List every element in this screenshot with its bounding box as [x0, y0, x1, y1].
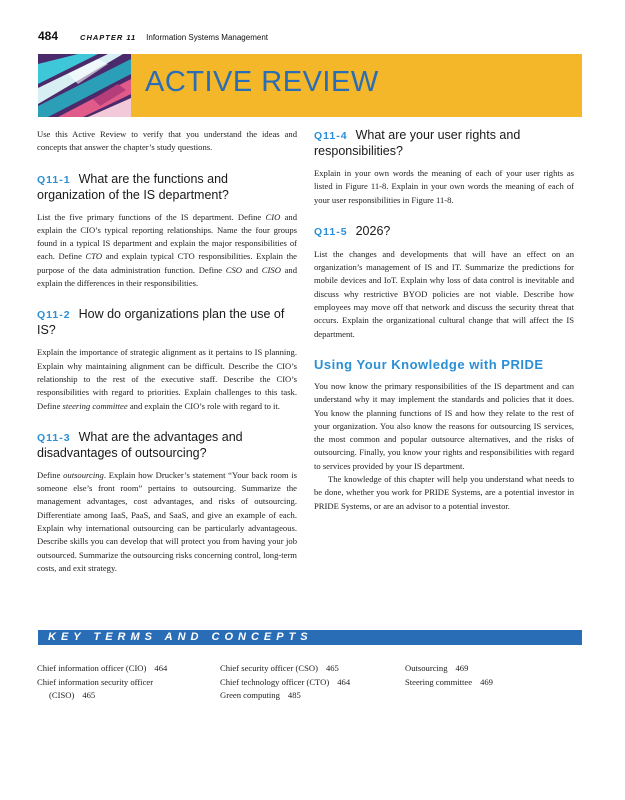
- key-terms-column-1: [37, 662, 167, 703]
- question-title: 2026?: [355, 223, 391, 238]
- body-text: . Explain how Drucker’s statement “Your back room is someone else’s front room” pertains to outsourcing. Summarize the management advantages, cost advantages, and risks of outsourcing. Differentiate among IaaS, PaaS, and SaaS, and give an example of each. Explain why international outsourcing can be particularly advantageous. Describe skills you can develop that will protect you from having your job outsourced. Summarize the outsourcing risks concerning control, long-term costs, and exit strategy.: [37, 469, 297, 573]
- key-term-page: 469: [480, 676, 493, 687]
- key-terms-heading: KEY TERMS AND CONCEPTS: [48, 631, 313, 643]
- key-term: [37, 662, 167, 676]
- question-title: What are your user rights and responsibilities?: [314, 128, 521, 158]
- defined-term: CSO: [225, 264, 243, 275]
- question-body-q11-5: [314, 248, 574, 341]
- key-term-page: 464: [337, 676, 351, 687]
- key-term-page: 464: [154, 663, 168, 673]
- defined-term: CTO: [85, 251, 103, 262]
- defined-term: CISO: [261, 264, 281, 275]
- key-term: [405, 676, 493, 690]
- key-terms-column-3: [405, 662, 493, 689]
- banner-photo: [38, 54, 131, 117]
- key-term-page: 465: [82, 690, 96, 700]
- key-term: [220, 676, 350, 690]
- question-title: What are the functions and organization of the IS department?: [37, 171, 229, 202]
- defined-term: steering committee: [62, 400, 128, 411]
- page-number: 484: [38, 29, 59, 43]
- key-term: [220, 662, 350, 676]
- body-text: List the changes and developments that will have an effect on an organization’s management of IS and IT. Summarize the predictions for mobile devices and IoT. Explain why loss of data control is inevitable and discuss why restrictive BYOD policies are not viable. Describe how employees may move off that network and discuss the security threat that occurs. Explain the organizational cultural change that will affect the IS department.: [314, 248, 574, 339]
- question-body-q11-1: [37, 211, 297, 291]
- key-term-text: Chief information security officer: [37, 676, 154, 687]
- using-knowledge-heading: [314, 357, 574, 372]
- body-text: and explain typical CTO responsibilities. Explain the purpose of the data administration function. Define: [37, 251, 297, 275]
- key-term: [37, 689, 167, 703]
- key-term: [37, 676, 167, 690]
- body-text: and: [242, 264, 262, 275]
- using-knowledge-paragraph-2: The knowledge of this chapter will help you understand what needs to be done, whether you work for PRIDE Systems, are a potential investor in PRIDE Systems, or are an advisor to a potential investor.: [314, 474, 574, 511]
- section-banner: [131, 54, 582, 117]
- question-title: What are the advantages and disadvantages of outsourcing?: [37, 429, 243, 460]
- question-number: Q11-3: [37, 431, 71, 444]
- key-term-text: Steering committee: [405, 676, 473, 687]
- question-title: How do organizations plan the use of IS?: [37, 307, 285, 338]
- key-term-text: Chief technology officer (CTO): [220, 676, 330, 687]
- body-text: Define: [37, 469, 64, 480]
- left-column: [37, 128, 297, 575]
- body-text: List the five primary functions of the IS department. Define: [37, 211, 266, 222]
- intro-text: Use this Active Review to verify that you understand the ideas and concepts that answer the chapter’s study questions.: [37, 129, 297, 153]
- chapter-label: CHAPTER 11: [80, 33, 137, 42]
- body-text: and explain the CIO’s role with regard to it.: [127, 400, 280, 411]
- using-knowledge-paragraph-1: You now know the primary responsibilities of the IS department and can understand why it may implement the standards and policies that it does. You know the planning functions of IS and how they relate to the rest of your organization. You also know the reasons for outsourcing IS services, the most common and popular outsource alternatives, and the risks of outsourcing. Finally, you know your rights and responsibilities with regard to services provided by your IS department.: [314, 380, 574, 471]
- question-number: Q11-2: [37, 309, 71, 322]
- question-heading-q11-5: [314, 224, 574, 240]
- key-term: [405, 662, 493, 676]
- question-number: Q11-4: [314, 130, 348, 142]
- key-term-page: 469: [455, 663, 469, 673]
- key-terms-column-2: [220, 662, 350, 703]
- key-term-page: 465: [325, 663, 339, 673]
- key-term-text: (CISO): [49, 690, 75, 700]
- question-heading-q11-3: [37, 430, 297, 461]
- key-term: [220, 689, 350, 703]
- using-knowledge-heading-text: Using Your Knowledge with PRIDE: [314, 356, 544, 372]
- question-heading-q11-2: [37, 307, 297, 338]
- chapter-title: Information Systems Management: [146, 33, 268, 42]
- body-text: Explain in your own words the meaning of each of your user rights as listed in Figure 11-8. Explain in your own words the meaning of each of your user responsibilities in Figure 11-8.: [314, 168, 574, 205]
- defined-term: outsourcing: [63, 469, 104, 480]
- key-term-page: 485: [287, 690, 301, 700]
- question-heading-q11-4: [314, 128, 574, 159]
- body-text: and explain the differences in their responsibilities.: [37, 264, 297, 289]
- body-text: and explain the CIO’s typical reporting relationships. Name the four groups found in a typical IS department and explain the major responsibilities of each. Define: [37, 211, 297, 262]
- question-body-q11-3: [37, 469, 297, 575]
- key-term-text: Green computing: [220, 690, 280, 700]
- defined-term: CIO: [265, 211, 281, 222]
- key-terms-bar: [38, 630, 582, 645]
- question-body-q11-4: [314, 167, 574, 207]
- key-term-text: Chief information officer (CIO): [37, 663, 147, 673]
- question-heading-q11-1: [37, 172, 297, 203]
- body-text: Explain the importance of strategic alignment as it pertains to IS planning. Explain why maintaining alignment can be difficult. Describe the CIO’s relationship to the rest of the executive staff. Describe the CIO’s responsibilities with regard to priorities. Explain challenges to this task. Define: [37, 347, 297, 411]
- question-number: Q11-5: [314, 225, 348, 238]
- right-column: [314, 128, 574, 513]
- key-term-text: Outsourcing: [405, 663, 448, 673]
- banner-title: ACTIVE REVIEW: [145, 66, 379, 98]
- key-term-text: Chief security officer (CSO): [220, 663, 318, 673]
- running-header: [38, 29, 268, 43]
- question-number: Q11-1: [37, 173, 71, 186]
- question-body-q11-2: [37, 346, 297, 412]
